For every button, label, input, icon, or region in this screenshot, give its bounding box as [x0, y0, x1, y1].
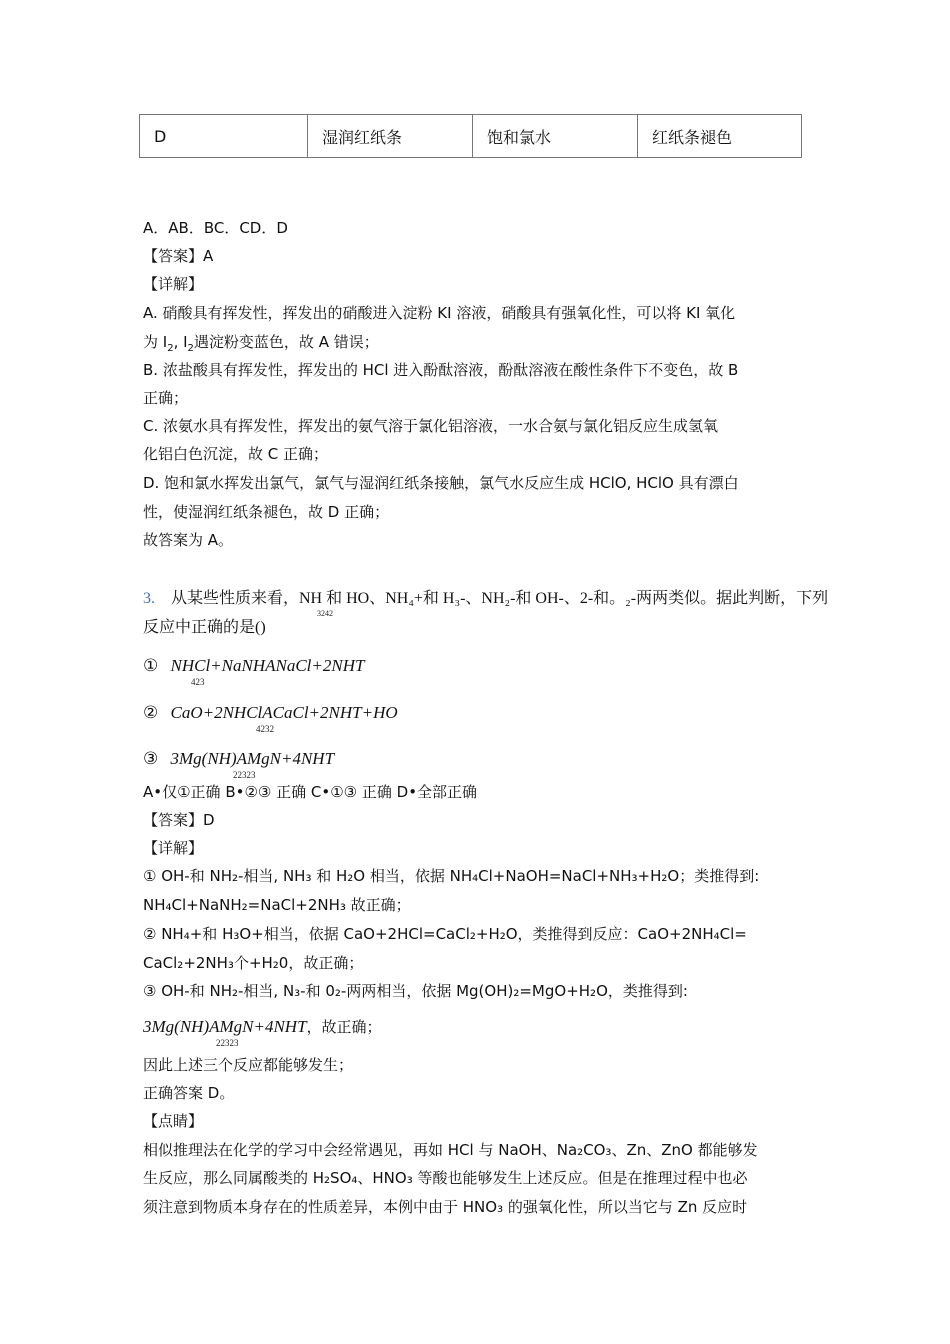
q3-reaction-3: ③ 3Mg(NH)ΑMgN+4NHT	[143, 749, 335, 768]
q3-stem-line1: 3. 从某些性质来看，NH 和 HO、NH₄+和 H₃-、NH₂-和 OH-、2-和。₂-两两类似。据此判断，下列	[143, 590, 829, 607]
q2-explain-a-line1: A. 硝酸具有挥发性，挥发出的硝酸进入淀粉 KI 溶液，硝酸具有强氧化性，可以将 KI 氧化	[143, 304, 736, 322]
q3-explain-line6-subscripts: 22323	[216, 1038, 239, 1048]
q3-explain-line3: ② NH₄+和 H₃O+相当，依据 CaO+2HCl=CaCl₂+H₂O，类推得到反应：CaO+2NH₄Cl=	[143, 925, 747, 943]
q3-explain-line2: NH₄Cl+NaNH₂=NaCl+2NH₃ 故正确；	[143, 896, 411, 914]
q3-answer: 【答案】D	[143, 811, 215, 829]
q3-detail-heading: 【详解】	[143, 839, 204, 857]
q2-explain-d-line2: 性，使湿润红纸条褪色，故 D 正确；	[143, 503, 390, 521]
q3-explain-line4: CaCl₂+2NH₃个+H₂0，故正确；	[143, 954, 364, 972]
q2-detail-heading: 【详解】	[143, 275, 204, 293]
q2-final-answer: 故答案为 A。	[143, 531, 234, 549]
q2-answer: 【答案】A	[143, 247, 214, 265]
table-cell: D	[140, 115, 308, 158]
question-number: 3.	[143, 590, 155, 607]
q2-explain-c-line1: C. 浓氨水具有挥发性，挥发出的氨气溶于氯化铝溶液，一水合氨与氯化铝反应生成氢氧	[143, 417, 719, 435]
q3-explain-line8: 正确答案 D。	[143, 1084, 235, 1102]
q2-explain-d-line1: D. 饱和氯水挥发出氯气，氯气与湿润红纸条接触，氯气水反应生成 HClO, HClO 具有漂白	[143, 474, 739, 492]
q3-reaction-2-subscripts: 4232	[256, 724, 274, 734]
q3-explain-line1: ① OH-和 NH₂-相当, NH₃ 和 H₂O 相当，依据 NH₄Cl+NaOH=NaCl+NH₃+H₂O；类推得到:	[143, 867, 760, 885]
q3-reaction-2: ② CaO+2NHClΑCaCl+2NHT+HO	[143, 703, 398, 722]
q3-tip-heading: 【点睛】	[143, 1112, 204, 1130]
q3-stem-line2: 反应中正确的是()	[143, 619, 266, 636]
q3-tip-line1: 相似推理法在化学的学习中会经常遇见，再如 HCl 与 NaOH、Na₂CO₃、Zn、ZnO 都能够发	[143, 1141, 758, 1159]
options-table	[139, 114, 802, 158]
q3-tip-line2: 生反应，那么同属酸类的 H₂SO₄、HNO₃ 等酸也能够发生上述反应。但是在推理过程中也必	[143, 1169, 748, 1187]
q2-choices: A．AB．BC．CD．D	[143, 219, 288, 237]
q3-tip-line3: 须注意到物质本身存在的性质差异，本例中由于 HNO₃ 的强氧化性，所以当它与 Zn 反应时	[143, 1198, 748, 1216]
q2-explain-b-line2: 正确；	[143, 389, 189, 407]
q3-choices: A•仅①正确 B•②③ 正确 C•①③ 正确 D•全部正确	[143, 783, 478, 801]
q3-reaction-3-subscripts: 22323	[233, 770, 256, 780]
q3-reaction-1: ① NHCl+NaNHΑNaCl+2NHT	[143, 656, 365, 675]
table-cell: 湿润红纸条	[308, 115, 473, 158]
q3-reaction-1-subscripts: 423	[191, 677, 205, 687]
table-cell: 红纸条褪色	[638, 115, 802, 158]
q3-explain-line5: ③ OH-和 NH₂-相当, N₃-和 0₂-两两相当，依据 Mg(OH)₂=MgO+H₂O，类推得到:	[143, 982, 688, 1000]
q2-explain-a-line2: 为 $I_2$, $I_2$遇淀粉变蓝色，故 A 错误；	[143, 333, 379, 354]
q2-explain-c-line2: 化铝白色沉淀，故 C 正确；	[143, 445, 329, 463]
table-row	[140, 115, 802, 158]
q3-stem-subscripts: 3242	[317, 609, 333, 618]
q2-explain-b-line1: B. 浓盐酸具有挥发性，挥发出的 HCl 进入酚酞溶液，酚酞溶液在酸性条件下不变色，故 B	[143, 361, 739, 379]
q3-explain-line7: 因此上述三个反应都能够发生；	[143, 1056, 354, 1074]
q3-explain-line6: 3Mg(NH)ΑMgN+4NHT，故正确；	[143, 1017, 382, 1036]
table-cell: 饱和氯水	[473, 115, 638, 158]
